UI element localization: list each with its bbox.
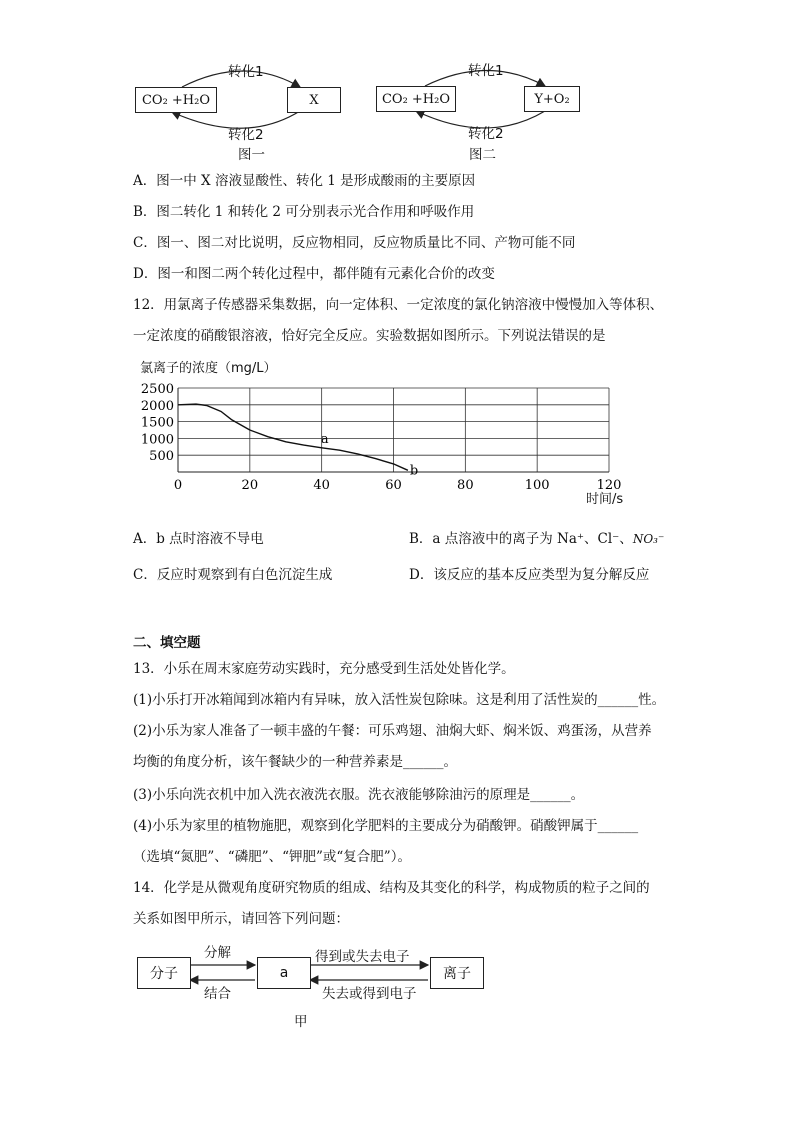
- q13-part4-line2: （选填“氮肥”、“磷肥”、“钾肥”或“复合肥”）。: [133, 849, 411, 865]
- jia-box-a: a: [257, 957, 311, 989]
- fig2-right-box: Y+O₂: [524, 86, 580, 112]
- fig1-bottom-label: 转化2: [228, 127, 264, 143]
- q12-stem-line2: 一定浓度的硝酸银溶液，恰好完全反应。实验数据如图所示。下列说法错误的是: [133, 328, 606, 344]
- jia-label-gain-lose: 得到或失去电子: [315, 949, 410, 965]
- jia-box-ion: 离子: [430, 957, 484, 989]
- q11-option-a: A．图一中 X 溶液显酸性、转化 1 是形成酸雨的主要原因: [133, 173, 476, 189]
- jia-label-decompose: 分解: [204, 945, 231, 961]
- q14-stem-line1: 14．化学是从微观角度研究物质的组成、结构及其变化的科学，构成物质的粒子之间的: [133, 880, 650, 896]
- q12-option-a: A．b 点时溶液不导电: [133, 531, 264, 547]
- y-tick-label: 2000: [140, 398, 174, 414]
- q12-option-b-text: B．a 点溶液中的离子为 Na⁺、Cl⁻、: [409, 531, 633, 547]
- fig1-left-box: CO₂ +H₂O: [135, 87, 217, 113]
- chart-ylabel: 氯离子的浓度（mg/L）: [140, 361, 277, 376]
- q11-option-d: D．图一和图二两个转化过程中，都伴随有元素化合价的改变: [133, 266, 495, 282]
- nitrate-formula: NO₃⁻: [632, 532, 665, 546]
- jia-caption: 甲: [294, 1014, 308, 1030]
- jia-label-lose-gain: 失去或得到电子: [322, 986, 417, 1002]
- jia-label-combine: 结合: [204, 986, 231, 1002]
- x-tick-label: 120: [596, 478, 622, 493]
- q11-option-b: B．图二转化 1 和转化 2 可分别表示光合作用和呼吸作用: [133, 204, 475, 220]
- y-tick-label: 1000: [140, 432, 174, 448]
- fig2-caption: 图二: [469, 147, 496, 163]
- fig2-bottom-label: 转化2: [468, 126, 504, 142]
- q11-option-c: C．图一、图二对比说明，反应物相同，反应物质量比不同、产物可能不同: [133, 235, 576, 251]
- y-tick-label: 1500: [140, 415, 174, 431]
- q13-part2-line2: 均衡的角度分析，该午餐缺少的一种营养素是______。: [133, 754, 457, 770]
- y-tick-label: 2500: [140, 382, 174, 397]
- fig1-right-box: X: [287, 87, 341, 113]
- q12-option-d: D．该反应的基本反应类型为复分解反应: [409, 567, 650, 583]
- q12-stem-line1: 12．用氯离子传感器采集数据，向一定体积、一定浓度的氯化钠溶液中慢慢加入等体积、: [133, 297, 664, 313]
- annotation-point-a: a: [320, 432, 329, 448]
- x-tick-label: 80: [457, 478, 474, 493]
- q14-stem-line2: 关系如图甲所示，请回答下列问题：: [133, 911, 349, 927]
- annotation-point-b: b: [409, 463, 419, 479]
- x-tick-label: 100: [524, 478, 550, 493]
- y-tick-label: 500: [149, 449, 174, 465]
- q12-option-c: C．反应时观察到有白色沉淀生成: [133, 567, 333, 583]
- x-tick-label: 40: [313, 478, 330, 493]
- jia-box-molecule: 分子: [137, 957, 191, 989]
- fig2-left-box: CO₂ +H₂O: [376, 86, 456, 112]
- x-tick-label: 0: [173, 478, 183, 493]
- q13-part4-line1: (4)小乐为家里的植物施肥，观察到化学肥料的主要成分为硝酸钾。硝酸钾属于______: [133, 818, 639, 834]
- q13-part1: (1)小乐打开冰箱闻到冰箱内有异味，放入活性炭包除味。这是利用了活性炭的______性。: [133, 692, 666, 708]
- x-tick-label: 20: [241, 478, 259, 493]
- fig1-caption: 图一: [238, 147, 265, 163]
- q13-part2-line1: (2)小乐为家人准备了一顿丰盛的午餐：可乐鸡翅、油焖大虾、焖米饭、鸡蛋汤，从营养: [133, 723, 652, 739]
- section2-title: 二、填空题: [133, 635, 201, 651]
- fig1-top-label: 转化1: [228, 64, 264, 80]
- q13-stem: 13．小乐在周末家庭劳动实践时，充分感受到生活处处皆化学。: [133, 661, 515, 677]
- x-tick-label: 60: [385, 478, 402, 493]
- fig2-top-label: 转化1: [468, 63, 504, 79]
- q13-part3: (3)小乐向洗衣机中加入洗衣液洗衣服。洗衣液能够除油污的原理是______。: [133, 787, 585, 803]
- chart-xlabel: 时间/s: [586, 492, 624, 507]
